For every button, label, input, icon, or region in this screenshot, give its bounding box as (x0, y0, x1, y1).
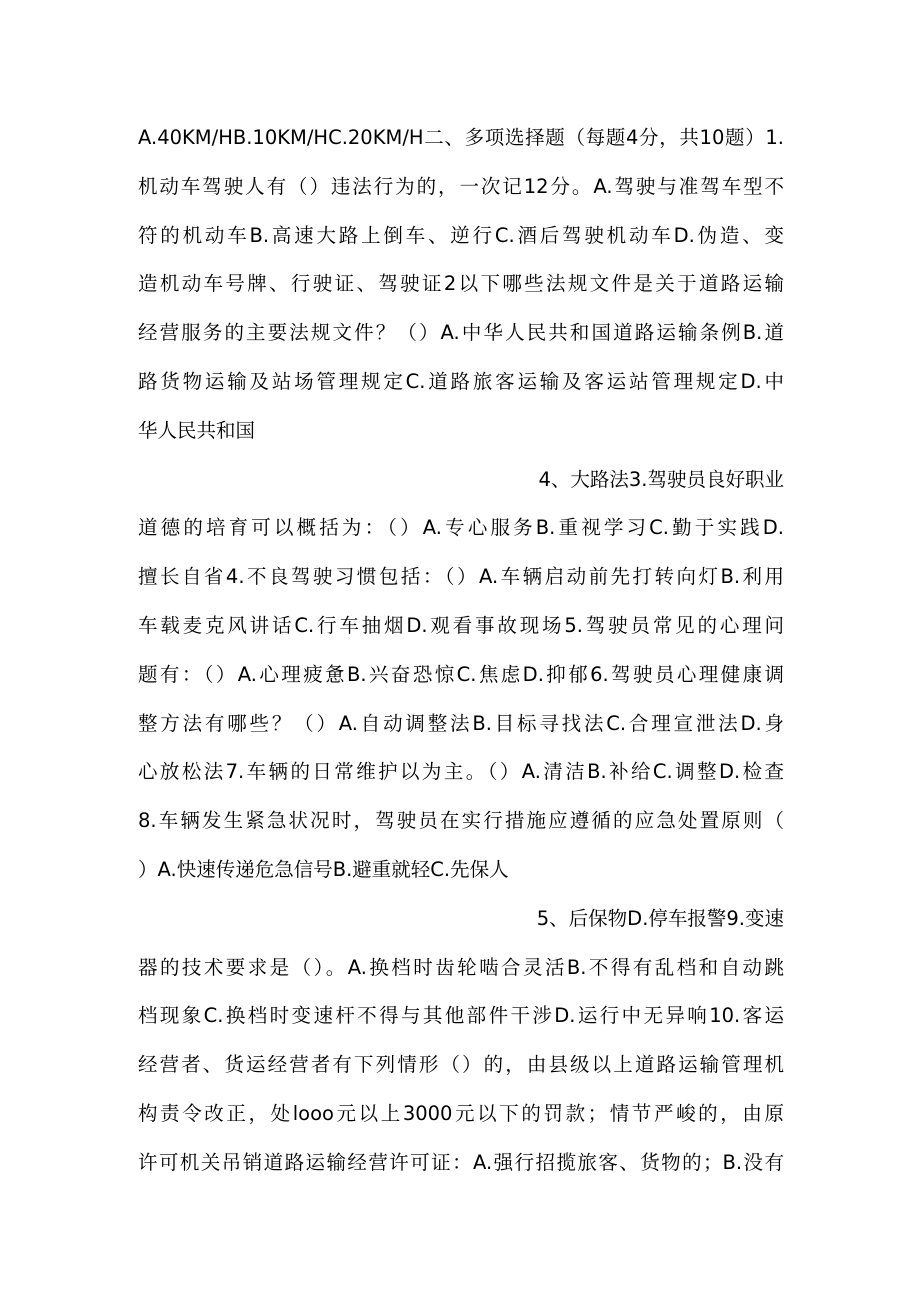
text-line-9: 道德的培育可以概括为：（）A.专心服务B.重视学习C.勤于实践D. (138, 516, 784, 540)
text-line-6: 路货物运输及站场管理规定C.道路旅客运输及客运站管理规定D.中 (138, 369, 784, 393)
text-line-5: 经营服务的主要法规文件？（）A.中华人民共和国道路运输条例B.道 (138, 321, 784, 345)
text-line-22: 许可机关吊销道路运输经营许可证：A.强行招揽旅客、货物的；B.没有 (138, 1150, 784, 1174)
text-line-17: 5、后保物D.停车报警9.变速 (536, 906, 784, 930)
text-line-14: 心放松法7.车辆的日常维护以为主。（）A.清洁B.补给C.调整D.检查 (138, 760, 784, 784)
text-line-1: A.40KM/HB.10KM/HC.20KM/H二、多项选择题（每题4分，共10题）1. (138, 126, 784, 149)
text-line-4: 造机动车号牌、行驶证、驾驶证2以下哪些法规文件是关于道路运输 (138, 272, 784, 296)
text-line-7: 华人民共和国 (138, 418, 256, 442)
text-line-21: 构责令改正，处looo元以上3000元以下的罚款；情节严峻的，由原 (138, 1101, 784, 1125)
text-line-8: 4、大路法3.驾驶员良好职业 (538, 467, 784, 491)
text-line-15: 8.车辆发生紧急状况时，驾驶员在实行措施应遵循的应急处置原则（ (138, 809, 784, 833)
text-line-20: 经营者、货运经营者有下列情形（）的，由县级以上道路运输管理机 (138, 1053, 784, 1077)
text-line-18: 器的技术要求是（）。A.换档时齿轮啮合灵活B.不得有乱档和自动跳 (138, 955, 784, 979)
text-line-10: 擅长自省4.不良驾驶习惯包括：（）A.车辆启动前先打转向灯B.利用 (138, 565, 784, 589)
text-line-2: 机动车驾驶人有（）违法行为的，一次记12分。A.驾驶与准驾车型不 (138, 174, 784, 198)
text-line-19: 档现象C.换档时变速杆不得与其他部件干涉D.运行中无异响10.客运 (138, 1004, 784, 1028)
document-text-block (138, 114, 784, 1188)
text-line-13: 整方法有哪些？（）A.自动调整法B.目标寻找法C.合理宣泄法D.身 (138, 711, 784, 735)
text-line-16: ）A.快速传递危急信号B.避重就轻C.先保人 (138, 857, 509, 881)
text-line-11: 车载麦克风讲话C.行车抽烟D.观看事故现场5.驾驶员常见的心理问 (138, 613, 784, 637)
text-line-12: 题有：（）A.心理疲惫B.兴奋恐惊C.焦虑D.抑郁6.驾驶员心理健康调 (138, 662, 784, 686)
text-line-3: 符的机动车B.高速大路上倒车、逆行C.酒后驾驶机动车D.伪造、变 (138, 223, 784, 247)
